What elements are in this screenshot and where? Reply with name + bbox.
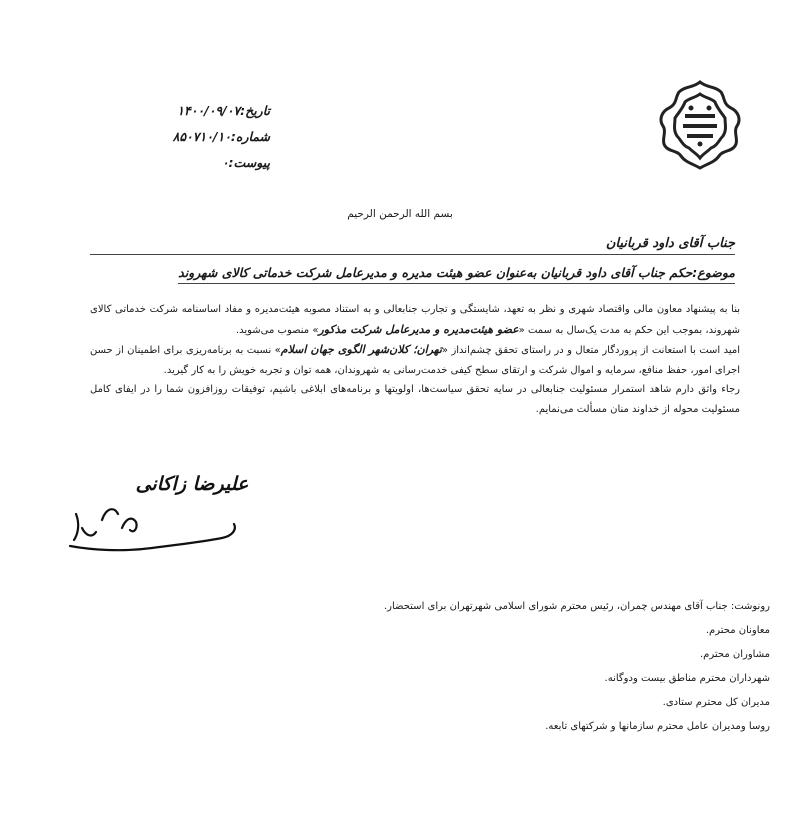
attachment-value: ۰	[221, 155, 229, 170]
number-label: شماره:	[230, 129, 270, 144]
body-paragraph-1: بنا به پیشنهاد معاون مالی واقتصاد شهری و نظر به تعهد، شایستگی و تجارب جنابعالی و به استناد مصوبه هیئت‌مدیره و مفاد اساسنامه شرکت خدماتی کالای شهروند، بموجب این حکم به مدت یک‌سال به سمت «عضو هیئت‌مدیره و مدیرعامل شرکت مذکور» منصوب می‌شوید.	[90, 304, 740, 336]
cc-item: روسا ومدیران عامل محترم سازمانها و شرکتهای تابعه.	[545, 721, 770, 732]
cc-item: رونوشت: جناب آقای مهندس چمران، رئیس محترم شورای اسلامی شهرتهران برای استحضار.	[383, 601, 770, 612]
date-label: تاریخ:	[240, 103, 270, 118]
signatory-name: علیرضا زاکانی	[135, 473, 249, 495]
cc-item: مدیران کل محترم ستادی.	[662, 697, 770, 708]
body-paragraph-3: رجاء واثق دارم شاهد استمرار مسئولیت جنابعالی در سایه تحقق سیاست‌ها، اولویتها و برنامه‌های ابلاغی باشیم، توفیقات روزافزون شما را در ایفای کامل مسئولیت محوله از خداوند منان مسألت می‌نمایم.	[90, 384, 740, 415]
letter-body	[90, 300, 740, 419]
addressee: جناب آقای داود قربانیان	[605, 236, 735, 251]
letter-date	[100, 103, 270, 118]
vision-title: تهران؛ کلان‌شهر الگوی جهان اسلام	[280, 343, 442, 356]
subject: موضوع:حکم جناب آقای داود قربانیان به‌عنوان عضو هیئت مدیره و مدیرعامل شرکت خدماتی کالای شهروند	[178, 265, 735, 280]
tehran-municipality-logo-icon	[655, 78, 745, 173]
cc-item: معاونان محترم.	[705, 625, 770, 636]
basmala: بسم الله الرحمن الرحیم	[347, 208, 453, 220]
attachment-label: پیوست:	[228, 155, 270, 170]
handwritten-signature-icon	[62, 458, 262, 578]
number-value: ۸۵۰۷۱۰/۱۰	[172, 129, 231, 144]
letter-number	[100, 129, 270, 144]
date-value: ۱۴۰۰/۰۹/۰۷	[177, 103, 241, 118]
cc-list	[90, 595, 770, 739]
cc-item: شهرداران محترم مناطق بیست ودوگانه.	[604, 673, 770, 684]
cc-item: مشاوران محترم.	[700, 649, 770, 660]
body-paragraph-2: امید است با استعانت از پروردگار متعال و در راستای تحقق چشم‌انداز «تهران؛ کلان‌شهر الگوی جهان اسلام» نسبت به برنامه‌ریزی برای اطمینان از حسن اجرای امور، حفظ منافع، سرمایه و اموال شرکت و ارتقای سطح کیفی خدمت‌رسانی به شهروندان، همه توان و تجربه خویش را به کار گیرید.	[90, 343, 740, 376]
letter-attachment	[100, 155, 270, 170]
position-title: عضو هیئت‌مدیره و مدیرعامل شرکت مذکور	[318, 322, 519, 336]
subject-underline	[178, 283, 735, 284]
addressee-underline	[90, 254, 735, 255]
